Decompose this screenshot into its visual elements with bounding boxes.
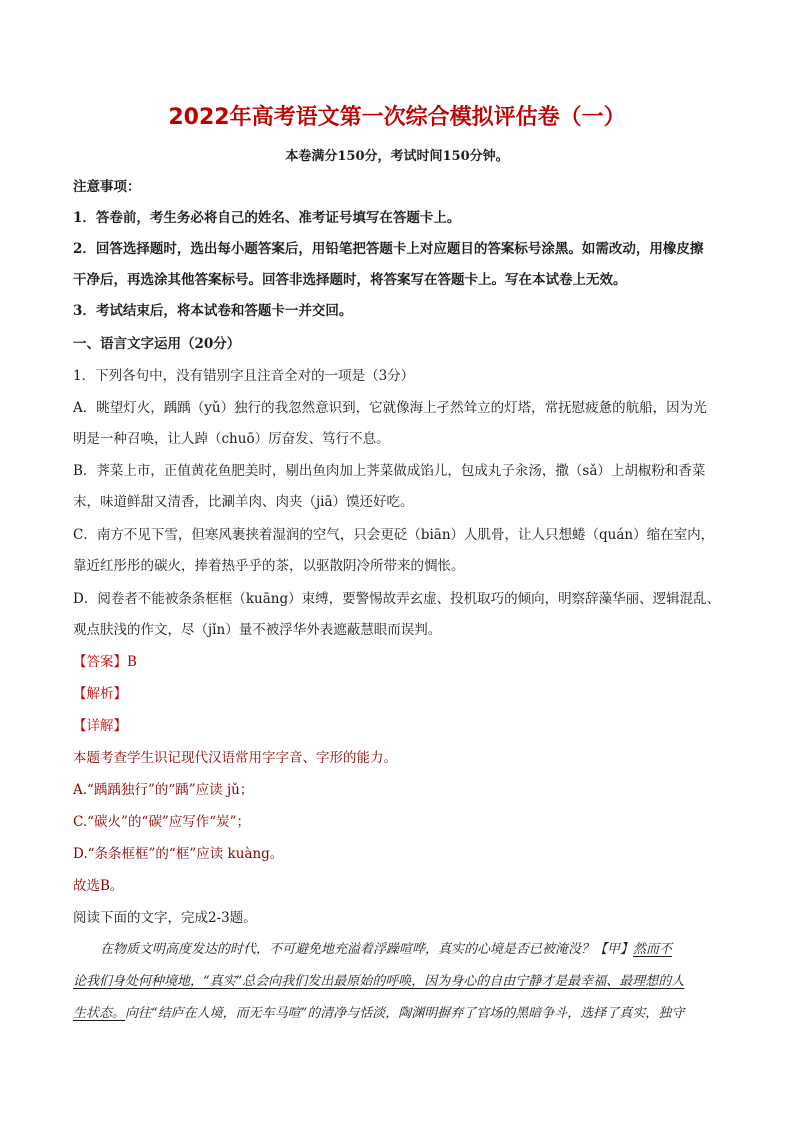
note-item-2-line-2: 干净后，再选涂其他答案标号。回答非选择题时，将答案写在答题卡上。写在本试卷上无效。 [73, 272, 627, 288]
option-c-line-1: C．南方不见下雪，但寒风裹挟着湿润的空气，只会更砭（biān）人肌骨，让人只想蜷（quán）缩在室内， [73, 527, 715, 543]
passage-line-3 [73, 1004, 733, 1024]
choose-answer: 故选B。 [73, 878, 124, 894]
note-item-3: 3．考试结束后，将本试卷和答题卡一并交回。 [73, 303, 353, 319]
passage-line-1-text: 在物质文明高度发达的时代，不可避免地充溢着浮躁喧哗，真实的心境是否已被淹没？【甲】 [100, 942, 634, 957]
option-c-line-2: 靠近红彤彤的碳火，捧着热乎乎的茶，以驱散阴冷所带来的惆怅。 [73, 558, 465, 574]
passage-line-3-text: 向往“结庐在人境，而无车马喧”的清净与恬淡，陶渊明摒弃了官场的黑暗争斗，选择了真实，独守 [125, 1006, 685, 1021]
notes-heading: 注意事项： [73, 179, 141, 195]
passage-underlined-end: 生状态。 [73, 1006, 126, 1021]
exam-score-time: 本卷满分150分，考试时间150分钟。 [285, 149, 509, 164]
option-a-line-2: 明是一种召唤，让人踔（chuō）厉奋发、笃行不息。 [73, 431, 390, 447]
passage-underlined-start: 然而不 [633, 942, 673, 957]
passage-line-1 [100, 940, 733, 960]
option-d-line-1: D．阅卷者不能被条条框框（kuāng）束缚，要警惕故弄玄虚、投机取巧的倾向，明察辞藻华丽、逻辑混乱、 [73, 591, 721, 607]
question-1-stem: 1．下列各句中，没有错别字且注音全对的一项是（3分） [73, 368, 415, 384]
explanation-intro: 本题考查学生识记现代汉语常用字字音、字形的能力。 [73, 750, 397, 766]
explanation-a: A.“踽踽独行”的“踽”应读 jǔ； [73, 782, 254, 798]
answer-label: 【答案】B [73, 654, 137, 670]
explanation-c: C.“碳火”的“碳”应写作“炭”； [73, 814, 251, 830]
option-b-line-2: 末，味道鲜甜又清香，比涮羊肉、肉夹（jiā）馍还好吃。 [73, 494, 414, 510]
reading-prompt: 阅读下面的文字，完成2-3题。 [73, 910, 257, 926]
option-b-line-1: B．荠菜上市，正值黄花鱼肥美时，剔出鱼肉加上荠菜做成馅儿，包成丸子汆汤，撒（sǎ）上胡椒粉和香菜 [73, 463, 706, 479]
section-heading: 一、语言文字运用（20分） [73, 336, 241, 352]
note-item-2-line-1: 2．回答选择题时，选出每小题答案后，用铅笔把答题卡上对应题目的答案标号涂黑。如需改动，用橡皮擦 [73, 241, 704, 257]
passage-line-2: 论我们身处何种境地，“真实”总会向我们发出最原始的呼唤，因为身心的自由宁静才是最幸福、最理想的人 [73, 974, 685, 989]
option-a-line-1: A．眺望灯火，踽踽（yǔ）独行的我忽然意识到，它就像海上孑然耸立的灯塔，常抚慰疲惫的航船，因为光 [73, 400, 707, 416]
note-item-1: 1．答卷前，考生务必将自己的姓名、准考证号填写在答题卡上。 [73, 210, 461, 226]
analysis-label: 【解析】 [73, 686, 127, 702]
explanation-d: D.“条条框框”的“框”应读 kuàng。 [73, 846, 284, 862]
page-title: 2022年高考语文第一次综合模拟评估卷（一） [168, 105, 626, 130]
detail-label: 【详解】 [73, 718, 127, 734]
option-d-line-2: 观点肤浅的作文，尽（jǐn）量不被浮华外表遮蔽慧眼而误判。 [73, 622, 442, 638]
